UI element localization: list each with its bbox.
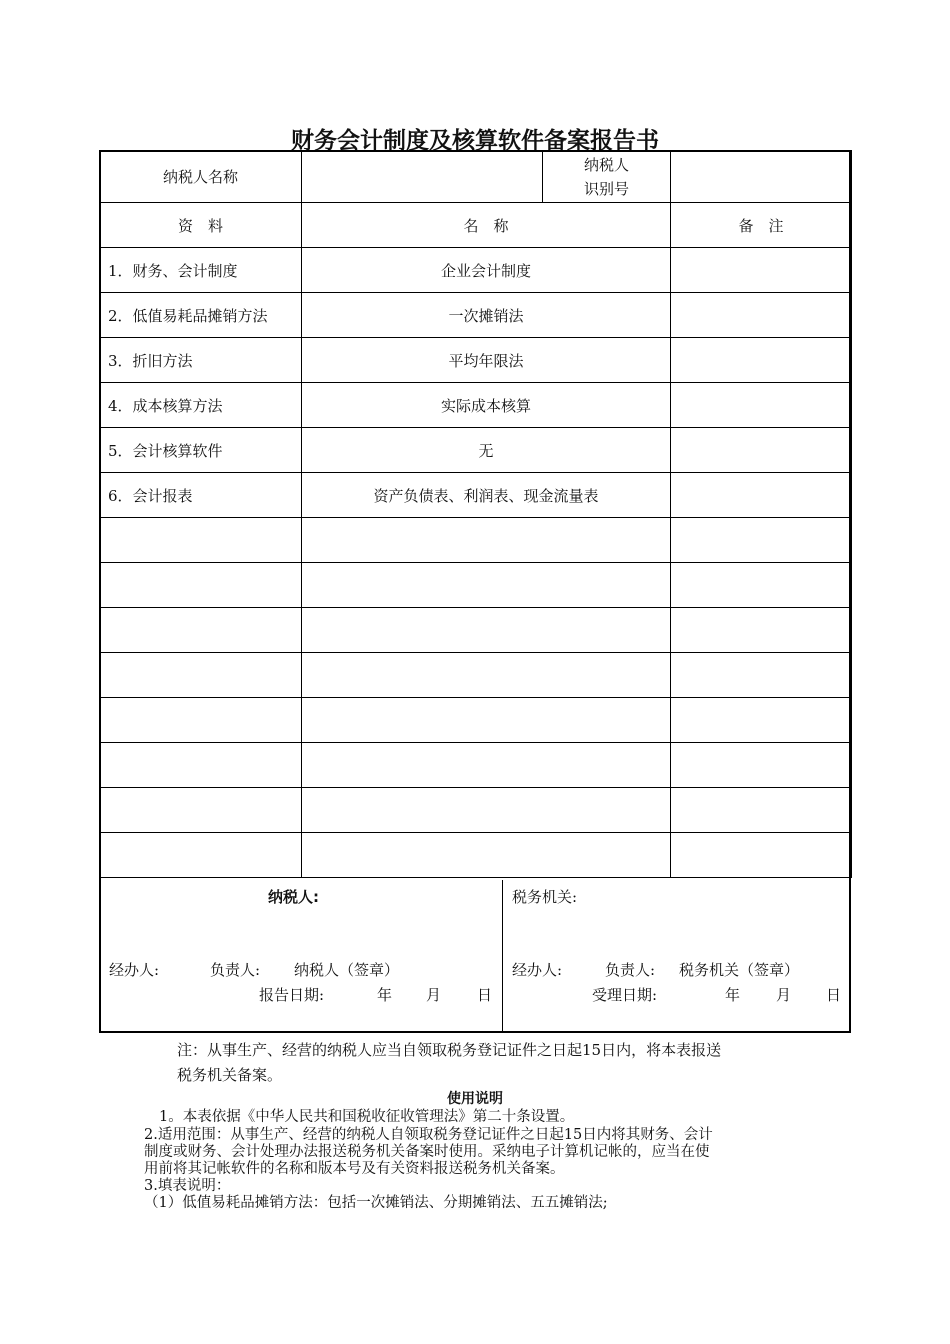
accept-date-year: 年 — [725, 986, 741, 1004]
row-name-cell[interactable]: 无 — [302, 428, 671, 473]
row-material-cell[interactable]: 1．财务、会计制度 — [100, 248, 302, 293]
row-material-cell[interactable]: 3．折旧方法 — [100, 338, 302, 383]
row-material-cell[interactable]: 4．成本核算方法 — [100, 383, 302, 428]
footnote-line-1: 注：从事生产、经营的纳税人应当自领取税务登记证件之日起15日内，将本表报送 — [177, 1041, 722, 1059]
usage-line-2: 2.适用范围：从事生产、经营的纳税人自领取税务登记证件之日起15日内将其财务、会计 — [144, 1127, 713, 1143]
tax-office-heading: 税务机关: — [512, 888, 578, 906]
report-date-day: 日 — [477, 986, 493, 1004]
taxpayer-signature-block — [99, 880, 503, 1033]
report-date-month: 月 — [426, 986, 442, 1004]
usage-line-3: 制度或财务、会计处理办法报送税务机关备案时使用。采纳电子计算机记帐的，应当在使 — [144, 1144, 710, 1160]
usage-line-5: 3.填表说明： — [144, 1178, 231, 1194]
taxpayer-seal-label: 纳税人（签章） — [294, 961, 400, 979]
taxpayer-responsible-label: 负责人: — [210, 961, 261, 979]
tax-office-responsible-label: 负责人: — [605, 961, 656, 979]
taxpayer-heading: 纳税人: — [268, 888, 319, 906]
taxpayer-id-label-line-2: 识别号 — [583, 179, 629, 198]
tax-office-seal-label: 税务机关（签章） — [679, 961, 800, 979]
tax-office-handler-label: 经办人: — [512, 961, 563, 979]
accept-date-label: 受理日期: — [592, 986, 658, 1004]
footnote-line-2: 税务机关备案。 — [177, 1066, 283, 1084]
page-title: 财务会计制度及核算软件备案报告书 — [291, 128, 659, 154]
row-name-cell[interactable]: 平均年限法 — [302, 338, 671, 383]
row-material-cell[interactable]: 6．会计报表 — [100, 473, 302, 518]
taxpayer-id-label-line-1: 纳税人 — [583, 155, 629, 174]
row-material-cell[interactable]: 5．会计核算软件 — [100, 428, 302, 473]
taxpayer-name-label: 纳税人名称 — [100, 151, 302, 203]
row-name-cell[interactable]: 企业会计制度 — [302, 248, 671, 293]
usage-line-1: 1。本表依据《中华人民共和国税收征收管理法》第二十条设置。 — [159, 1109, 575, 1125]
row-name-cell[interactable]: 资产负债表、利润表、现金流量表 — [302, 473, 671, 518]
column-header-material: 资 料 — [100, 203, 302, 248]
usage-line-6: （1）低值易耗品摊销方法：包括一次摊销法、分期摊销法、五五摊销法; — [144, 1195, 608, 1211]
report-date-year: 年 — [377, 986, 393, 1004]
report-date-label: 报告日期: — [259, 986, 325, 1004]
taxpayer-handler-label: 经办人: — [109, 961, 160, 979]
column-header-name: 名 称 — [302, 203, 671, 248]
usage-title: 使用说明 — [447, 1091, 503, 1107]
usage-line-4: 用前将其记帐软件的名称和版本号及有关资料报送税务机关备案。 — [144, 1161, 565, 1177]
row-material-cell[interactable]: 2．低值易耗品摊销方法 — [100, 293, 302, 338]
row-name-cell[interactable]: 一次摊销法 — [302, 293, 671, 338]
row-name-cell[interactable]: 实际成本核算 — [302, 383, 671, 428]
accept-date-month: 月 — [776, 986, 792, 1004]
accept-date-day: 日 — [826, 986, 842, 1004]
tax-office-signature-block — [502, 880, 851, 1033]
column-header-remark: 备 注 — [671, 203, 852, 248]
